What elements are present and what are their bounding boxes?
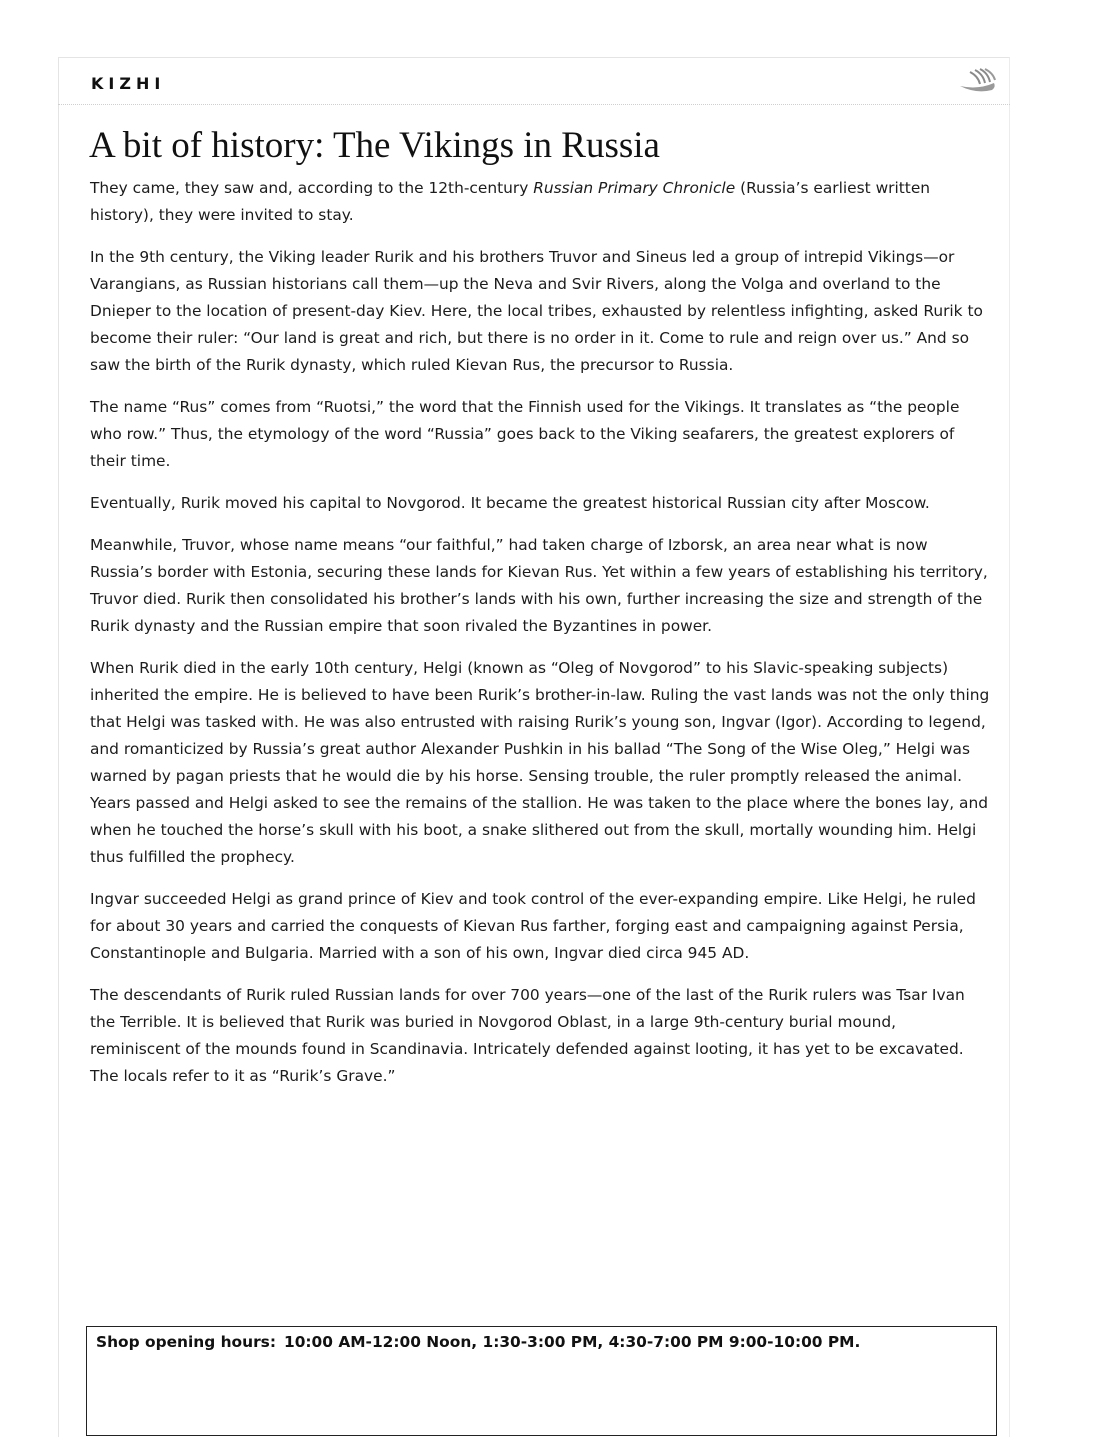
chronicle-title: Russian Primary Chronicle	[533, 179, 736, 197]
shop-hours-times: 10:00 AM-12:00 Noon, 1:30-3:00 PM, 4:30-7:00 PM 9:00-10:00 PM.	[283, 1333, 861, 1351]
paragraph-1	[90, 175, 990, 229]
paragraph-3: The name “Rus” comes from “Ruotsi,” the word that the Finnish used for the Vikings. It translates as “the people who row.” Thus, the etymology of the word “Russia” goes back to the Viking seafarers, the greatest explorers of their time.	[90, 398, 960, 470]
paragraph-4: Eventually, Rurik moved his capital to Novgorod. It became the greatest historical Russian city after Moscow.	[90, 494, 930, 512]
paragraph-8: The descendants of Rurik ruled Russian lands for over 700 years—one of the last of the Rurik rulers was Tsar Ivan the Terrible. It is believed that Rurik was buried in Novgorod Oblast, in a large 9th-century burial mound, reminiscent of the mounds found in Scandinavia. Intricately defended against looting, it has yet to be excavated. The locals refer to it as “Rurik’s Grave.”	[90, 986, 965, 1085]
waves-logo-icon	[956, 64, 1000, 94]
paragraph-1-text-start: They came, they saw and, according to the 12th-century	[90, 179, 534, 197]
shop-hours-label: Shop opening hours:	[96, 1333, 276, 1351]
paragraph-6: When Rurik died in the early 10th century, Helgi (known as “Oleg of Novgorod” to his Slavic-speaking subjects) inherited the empire. He is believed to have been Rurik’s brother-in-law. Ruling the vast lands was not the only thing that Helgi was tasked with. He was also entrusted with raising Rurik’s young son, Ingvar (Igor). According to legend, and romanticized by Russia’s great author Alexander Pushkin in his ballad “The Song of the Wise Oleg,” Helgi was warned by pagan priests that he would die by his horse. Sensing trouble, the ruler promptly released the animal. Years passed and Helgi asked to see the remains of the stallion. He was taken to the place where the bones lay, and when he touched the horse’s skull with his boot, a snake slithered out from the skull, mortally wounding him. Helgi thus fulfilled the prophecy.	[90, 659, 990, 866]
brand-name: KIZHI	[91, 74, 166, 93]
paragraph-2: In the 9th century, the Viking leader Rurik and his brothers Truvor and Sineus led a group of intrepid Vikings—or Varangians, as Russian historians call them—up the Neva and Svir Rivers, along the Volga and overland to the Dnieper to the location of present-day Kiev. Here, the local tribes, exhausted by relentless infighting, asked Rurik to become their ruler: “Our land is great and rich, but there is no order in it. Come to rule and reign over us.” And so saw the birth of the Rurik dynasty, which ruled Kievan Rus, the precursor to Russia.	[90, 248, 983, 374]
shop-hours-box	[86, 1326, 997, 1436]
article-title: A bit of history: The Vikings in Russia	[89, 125, 660, 166]
header-bar	[58, 57, 1010, 105]
paragraph-1-text-end: (Russia’s earliest written history), they were invited to stay.	[90, 179, 931, 224]
article-body	[90, 175, 990, 1105]
shop-hours-line	[96, 1333, 860, 1351]
paragraph-7: Ingvar succeeded Helgi as grand prince of Kiev and took control of the ever-expanding empire. Like Helgi, he ruled for about 30 years and carried the conquests of Kievan Rus farther, forging east and campaigning against Persia, Constantinople and Bulgaria. Married with a son of his own, Ingvar died circa 945 AD.	[90, 890, 976, 962]
paragraph-5: Meanwhile, Truvor, whose name means “our faithful,” had taken charge of Izborsk, an area near what is now Russia’s border with Estonia, securing these lands for Kievan Rus. Yet within a few years of establishing his territory, Truvor died. Rurik then consolidated his brother’s lands with his own, further increasing the size and strength of the Rurik dynasty and the Russian empire that soon rivaled the Byzantines in power.	[90, 536, 988, 635]
